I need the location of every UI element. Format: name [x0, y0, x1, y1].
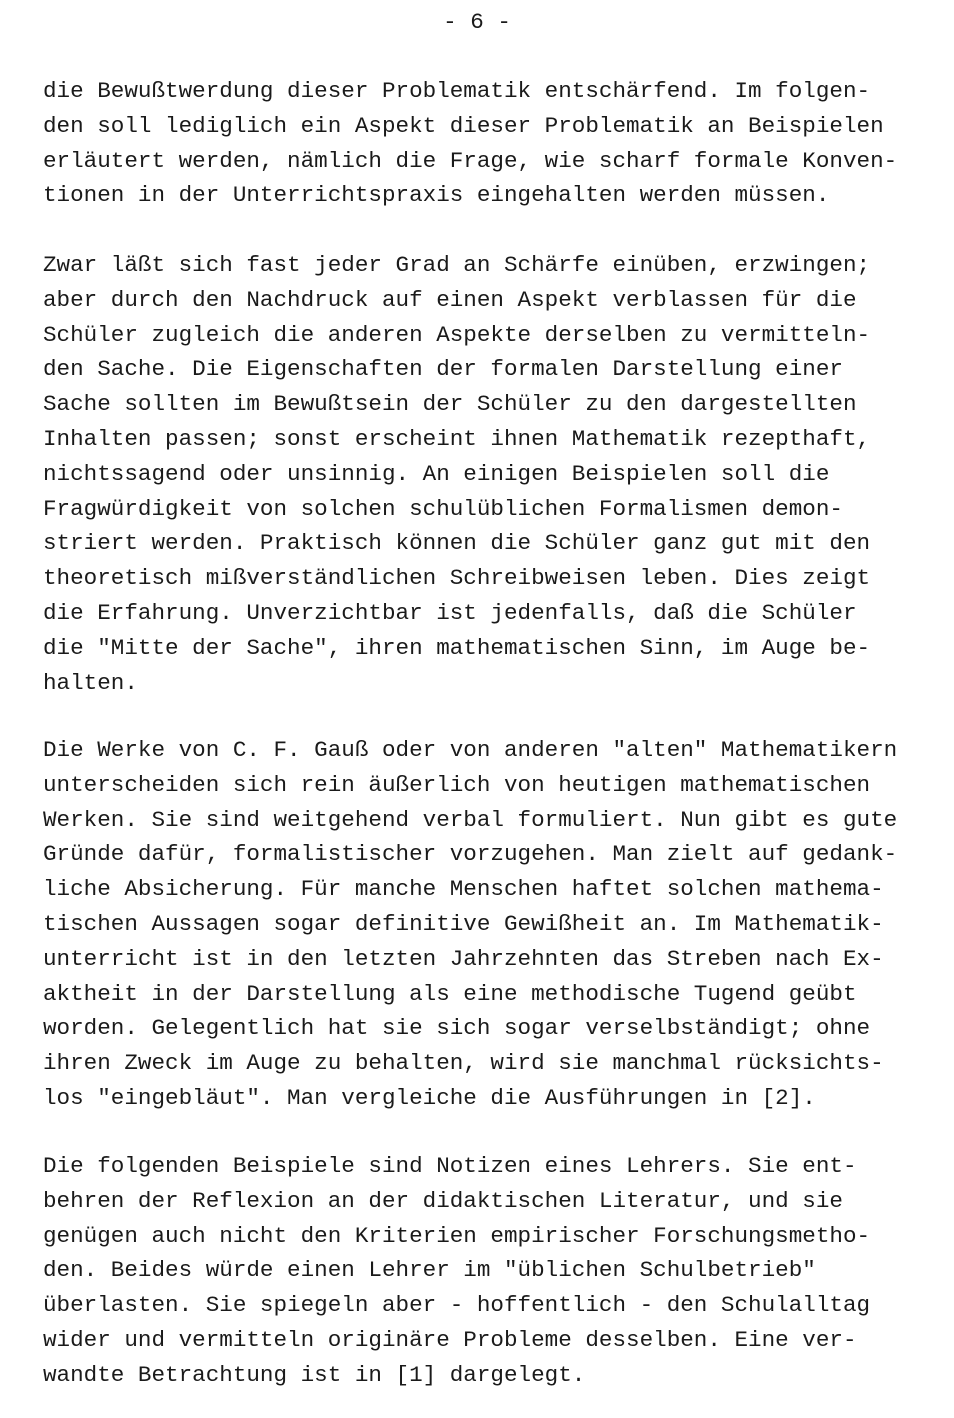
- paragraph: [43, 733, 943, 1116]
- text-line: halten.: [43, 669, 138, 696]
- text-line: wandte Betrachtung ist in [1] dargelegt.: [43, 1361, 586, 1388]
- text-line: los "eingebläut". Man vergleiche die Ausführungen in [2].: [43, 1084, 816, 1111]
- text-line: theoretisch mißverständlichen Schreibweisen leben. Dies zeigt: [43, 565, 871, 592]
- text-line: Die folgenden Beispiele sind Notizen eines Lehrers. Sie ent-: [43, 1153, 857, 1179]
- text-line: die Bewußtwerdung dieser Problematik entschärfend. Im folgen-: [43, 78, 871, 104]
- text-line: tischen Aussagen sogar definitive Gewißheit an. Im Mathematik-: [43, 910, 884, 937]
- text-line: die "Mitte der Sache", ihren mathematischen Sinn, im Auge be-: [43, 634, 871, 661]
- text-line: behren der Reflexion an der didaktischen Literatur, und sie: [43, 1187, 843, 1214]
- paragraph: [43, 248, 943, 700]
- text-line: aktheit in der Darstellung als eine methodische Tugend geübt: [43, 980, 857, 1007]
- text-line: den soll lediglich ein Aspekt dieser Problematik an Beispielen: [43, 112, 884, 139]
- text-line: worden. Gelegentlich hat sie sich sogar verselbständigt; ohne: [43, 1015, 871, 1042]
- text-line: Gründe dafür, formalistischer vorzugehen. Man zielt auf gedank-: [43, 841, 898, 868]
- text-line: striert werden. Praktisch können die Schüler ganz gut mit den: [43, 530, 871, 557]
- text-line: unterscheiden sich rein äußerlich von heutigen mathematischen: [43, 771, 871, 798]
- text-line: den Sache. Die Eigenschaften der formalen Darstellung einer: [43, 356, 843, 383]
- paragraph: [43, 1149, 943, 1393]
- text-line: Sache sollten im Bewußtsein der Schüler zu den dargestellten: [43, 391, 857, 418]
- text-line: Werken. Sie sind weitgehend verbal formuliert. Nun gibt es gute: [43, 806, 898, 833]
- text-line: ihren Zweck im Auge zu behalten, wird sie manchmal rücksichts-: [43, 1050, 884, 1077]
- text-line: Zwar läßt sich fast jeder Grad an Schärfe einüben, erzwingen;: [43, 252, 871, 278]
- text-line: aber durch den Nachdruck auf einen Aspekt verblassen für die: [43, 286, 857, 313]
- text-line: den. Beides würde einen Lehrer im "üblichen Schulbetrieb": [43, 1257, 816, 1284]
- text-line: Inhalten passen; sonst erscheint ihnen Mathematik rezepthaft,: [43, 425, 871, 452]
- text-line: nichtssagend oder unsinnig. An einigen Beispielen soll die: [43, 460, 830, 487]
- text-line: Fragwürdigkeit von solchen schulüblichen Formalismen demon-: [43, 495, 843, 522]
- text-line: wider und vermitteln originäre Probleme desselben. Eine ver-: [43, 1326, 857, 1353]
- text-line: liche Absicherung. Für manche Menschen haftet solchen mathema-: [43, 876, 884, 903]
- text-line: Schüler zugleich die anderen Aspekte derselben zu vermitteln-: [43, 321, 871, 348]
- text-line: erläutert werden, nämlich die Frage, wie scharf formale Konven-: [43, 147, 898, 174]
- text-line: tionen in der Unterrichtspraxis eingehalten werden müssen.: [43, 182, 830, 209]
- text-line: genügen auch nicht den Kriterien empirischer Forschungsmetho-: [43, 1222, 871, 1249]
- text-line: Die Werke von C. F. Gauß oder von anderen "alten" Mathematikern: [43, 737, 898, 763]
- text-line: überlasten. Sie spiegeln aber - hoffentlich - den Schulalltag: [43, 1292, 871, 1319]
- page-number: - 6 -: [443, 9, 511, 35]
- text-line: unterricht ist in den letzten Jahrzehnten das Streben nach Ex-: [43, 945, 884, 972]
- paragraph: [43, 74, 943, 213]
- text-line: die Erfahrung. Unverzichtbar ist jedenfalls, daß die Schüler: [43, 599, 857, 626]
